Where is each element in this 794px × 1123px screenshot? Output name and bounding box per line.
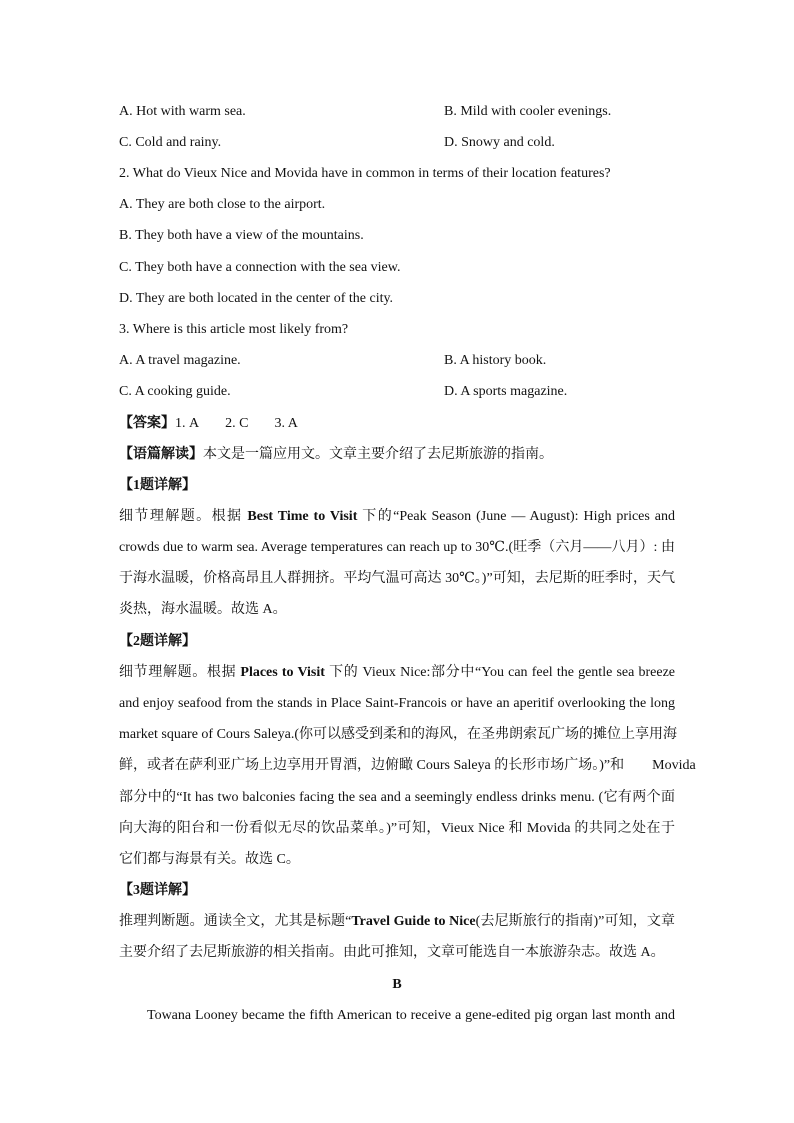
detail-3-heading: 【3题详解】 xyxy=(119,883,196,898)
q3-option-c: C. A cooking guide. xyxy=(119,384,231,399)
detail-1-line-3: 于海水温暖，价格高昂且人群拥挤。平均气温可高达 30℃。)”可知，去尼斯的旺季时，天气 xyxy=(119,571,675,586)
q1-option-c: C. Cold and rainy. xyxy=(119,135,222,150)
overview-line xyxy=(119,445,675,465)
detail-2-heading: 【2题详解】 xyxy=(119,634,196,649)
overview-text: 本文是一篇应用文。文章主要介绍了去尼斯旅游的指南。 xyxy=(203,447,553,462)
detail-1-line-2: crowds due to warm sea. Average temperatures can reach up to 30℃.(旺季（六月——八月）: 由 xyxy=(119,540,675,555)
detail-2-line-2: and enjoy seafood from the stands in Place Saint-Francois or have an aperitif overlooking the long xyxy=(119,696,675,711)
answer-3: 3. A xyxy=(274,416,298,431)
q3-option-a: A. A travel magazine. xyxy=(119,353,241,368)
overview-label: 【语篇解读】 xyxy=(119,447,203,462)
detail-2-line-1: 细节理解题。根据 Places to Visit 下的 Vieux Nice:部分中“You can feel the gentle sea breeze xyxy=(119,665,675,680)
q1-option-d: D. Snowy and cold. xyxy=(444,135,555,150)
answer-1: 1. A xyxy=(175,416,200,431)
detail-2-line-7: 它们都与海景有关。故选 C。 xyxy=(119,852,300,867)
detail-1-line-1: 细节理解题。根据 Best Time to Visit 下的“Peak Season (June — August): High prices and xyxy=(119,509,675,524)
q2-option-b: B. They both have a view of the mountains. xyxy=(119,228,364,243)
detail-3-line-1: 推理判断题。通读全文，尤其是标题“Travel Guide to Nice(去尼斯旅行的指南)”可知，文章 xyxy=(119,914,675,929)
detail-2-line-5: 部分中的“It has two balconies facing the sea and a seemingly endless drinks menu. (它有两个面 xyxy=(119,790,675,805)
section-b-first-line: Towana Looney became the fifth American to receive a gene-edited pig organ last month and xyxy=(147,1008,675,1023)
q1-option-b: B. Mild with cooler evenings. xyxy=(444,104,612,119)
q3-stem: 3. Where is this article most likely from? xyxy=(119,322,349,337)
q3-option-d: D. A sports magazine. xyxy=(444,384,568,399)
detail-3-line-2: 主要介绍了去尼斯旅游的相关指南。由此可推知，文章可能选自一本旅游杂志。故选 A。 xyxy=(119,945,665,960)
q2-option-a: A. They are both close to the airport. xyxy=(119,197,326,212)
q3-option-b: B. A history book. xyxy=(444,353,547,368)
answer-label: 【答案】 xyxy=(119,416,175,431)
detail-2-line-3: market square of Cours Saleya.(你可以感受到柔和的海风，在圣弗朗索瓦广场的摊位上享用海 xyxy=(119,727,677,742)
q1-option-a: A. Hot with warm sea. xyxy=(119,104,246,119)
answer-2: 2. C xyxy=(225,416,249,431)
detail-1-heading: 【1题详解】 xyxy=(119,478,196,493)
q2-option-c: C. They both have a connection with the sea view. xyxy=(119,260,401,275)
detail-1-line-4: 炎热，海水温暖。故选 A。 xyxy=(119,602,287,617)
detail-2-line-4: 鲜，或者在萨利亚广场上边享用开胃酒，边俯瞰 Cours Saleya 的长形市场广场。)”和 Movida xyxy=(119,758,696,773)
detail-2-line-6: 向大海的阳台和一份看似无尽的饮品菜单。)”可知，Vieux Nice 和 Movida 的共同之处在于 xyxy=(119,821,675,836)
section-b-label: B xyxy=(392,977,402,992)
q2-stem: 2. What do Vieux Nice and Movida have in common in terms of their location features? xyxy=(119,166,611,181)
answer-line xyxy=(119,414,675,434)
q2-option-d: D. They are both located in the center of the city. xyxy=(119,291,394,306)
